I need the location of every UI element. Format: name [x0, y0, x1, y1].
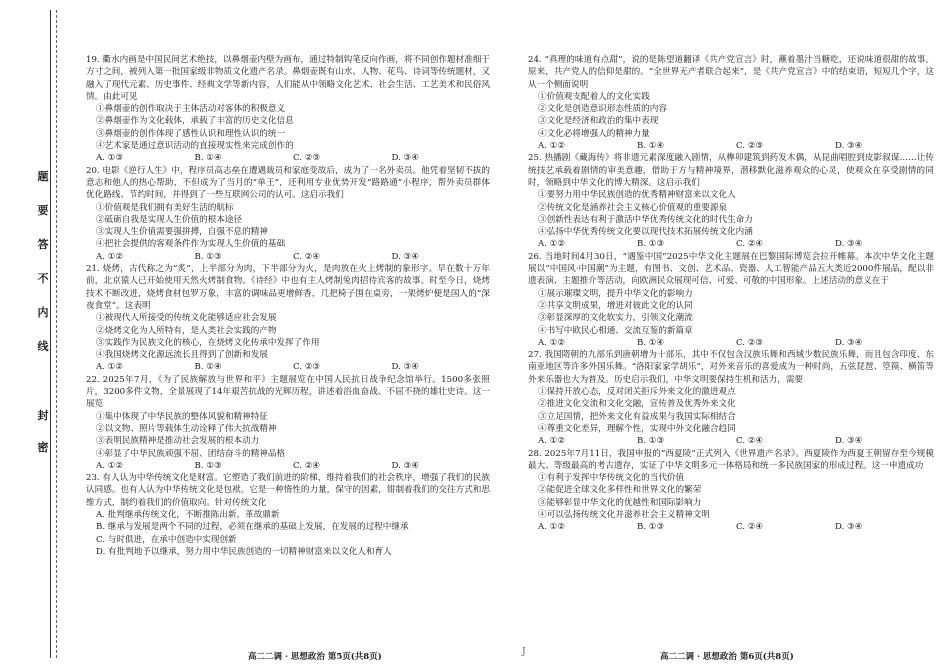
statement-option: ②文化是创造意识形态性质的内容: [538, 104, 667, 115]
answer-choice: A. ①②: [96, 251, 124, 262]
answer-choices: [528, 140, 934, 152]
answer-choice: B. ①④: [194, 153, 222, 164]
answer-choice: D. ③④: [391, 460, 419, 471]
binding-margin: [30, 10, 76, 658]
statement-option: ③彰显深厚的文化软实力，引领文化潮流: [538, 313, 693, 324]
question: [86, 263, 490, 374]
question-stem: 26. 当地时间4月30日，“遇鉴中国”2025中华文化主题展在巴黎国际博览会拉开帷幕。本次中华文化主题展以“中国风·中国潮”为主题，有图书、文创、艺术品、瓷器、人工智能产品五大类近2000件展品，配以非遗表演、主题推介等活动，向欧洲民众展现可信、可爱、可敬的中国形象。上述活动的意义在于: [528, 251, 934, 287]
answer-choice: C. ②④: [736, 436, 764, 447]
answer-choice: A. ①②: [538, 337, 566, 348]
answer-choice: A. ①②: [96, 362, 124, 373]
seal-char: 要: [37, 204, 49, 217]
answer-choice: D. ③④: [835, 337, 863, 348]
statement-option: ③立足国情，把外来文化有益成果与我国实际相结合: [538, 411, 736, 422]
statement-option: B. 继承与发展是两个不同的过程，必须在继承的基础上发展，在发展的过程中继承: [96, 522, 409, 533]
page-mark: J: [522, 647, 526, 657]
statement-option: ④把社会提供的客观条件作为实现人生价值的基础: [96, 239, 286, 250]
statement-option: ②鼻烟壶作为文化载体，承载了丰富的历史文化信息: [96, 116, 294, 127]
statement-option: ④彰显了中华民族顽强不屈、团结奋斗的精神品格: [96, 448, 286, 459]
answer-choice: D. ③④: [391, 251, 419, 262]
seal-char: 密: [37, 441, 49, 454]
statement-option: ①鼻烟壶的创作取决于主体活动对客体的积极意义: [96, 104, 286, 115]
seal-char: 封: [37, 409, 49, 422]
question-stem: 23. 有人认为中华传统文化是财富。它塑造了我们前进的阶梯，维持着我们的社会秩序，增强了我们的民族认同感。也有人认为中华传统文化是包袱。它是一种惰性的力量，保守的因素，钳制着我们的交往方式和思维方式，制约着我们的价值取向。针对传统文化: [86, 473, 490, 508]
answer-choices: [86, 460, 490, 472]
statement-option: ④我国烧烤文化源远流长且得到了创新和发展: [96, 350, 268, 361]
answer-choice: A. ①②: [538, 239, 566, 250]
statement-option: D. 有批判地予以继承，努力用中华民族创造的一切精神财富来以文化人和育人: [96, 546, 392, 557]
statement-option: ③能够彰显中华文化的优越性和国际影响力: [538, 497, 702, 508]
answer-choice: C. ②③: [736, 141, 764, 152]
answer-choices: [86, 361, 490, 373]
question: [528, 448, 934, 534]
statement-option: ②砥砺自我是实现人生价值的根本途径: [96, 214, 243, 225]
statement-option: ②共享文明成果，增进对彼此文化的认同: [538, 300, 693, 311]
statement-option: ③表明民族精神是推动社会发展的根本动力: [96, 436, 260, 447]
statement-option: ①保持开放心态，反对闭关拒斥外来文化的激进观点: [538, 387, 736, 398]
statement-option: ①有利于发挥中华传统文化的当代价值: [538, 473, 685, 484]
answer-choice: C. ②④: [736, 522, 764, 533]
answer-choice: B. ①③: [637, 239, 665, 250]
seal-char: 不: [37, 272, 49, 285]
statement-option: ④弘扬中华优秀传统文化要以现代技术拓展传统文化内涵: [538, 227, 753, 238]
question: [528, 349, 934, 447]
answer-choice: B. ①④: [637, 337, 665, 348]
statement-option: ①价值观支配着人的文化实践: [538, 91, 650, 102]
answer-choice: A. ①②: [538, 522, 566, 533]
answer-choice: B. ①④: [637, 141, 665, 152]
answer-choice: C. ②④: [293, 460, 321, 471]
answer-choices: [86, 152, 490, 164]
page-footer-right: 高二二调 · 思想政治 第6页(共8页): [660, 652, 794, 662]
statement-option: ①展示璀璨文明，提升中华文化的影响力: [538, 288, 693, 299]
seal-char: 题: [37, 170, 49, 183]
answer-choices: [86, 251, 490, 263]
answer-choice: C. ②④: [293, 251, 321, 262]
answer-choices: [528, 521, 934, 533]
statement-option: ④可以弘扬传统文化并滋养社会主义精神文明: [538, 509, 710, 520]
statement-option: ④文化必将增强人的精神力量: [538, 128, 650, 139]
question-stem: 20. 电影《逆行人生》中，程序员高志垒在遭遇裁员和家庭变故后，成为了一名外卖员。他凭着坚韧不拔的意志和他人的热心帮助，不但成为了当月的“单王”，还利用专业优势开发“路路通”小程序，帮外卖员群体优化路线、节约时间，并得到了一些互联网公司的认可。这启示我们: [86, 165, 490, 201]
answer-choice: A. ①③: [96, 153, 124, 164]
statement-option: ④艺术家是通过意识活动的直接现实性来完成创作的: [96, 141, 294, 152]
question: [86, 374, 490, 472]
question: [528, 54, 934, 152]
question-stem: 25. 热播剧《藏海传》将非遗元素深度融入剧情，从榫卯建筑到药发木偶，从昆曲唱腔到皮影叙谋……让传统技艺承载着剧情的审美意趣，借助于方与精神境界，潜移默化滋养观众的心灵，使观众在享受剧情的同时，领略到中华文化的博大精深。这启示我们: [528, 153, 934, 188]
answer-choice: A. ①②: [538, 436, 566, 447]
statement-option: ②以文物、照片等载体生动诠释了伟大抗战精神: [96, 423, 277, 434]
statement-option: ②传统文化是涵养社会主义核心价值观的重要源泉: [538, 202, 728, 213]
seal-notice-top: [36, 160, 50, 364]
statement-option: ②推进文化交流和文化交融，宣传普及优秀外来文化: [538, 399, 736, 410]
question-stem: 24. “真理的味道有点甜”，说的是陈望道翻译《共产党宣言》时，蘸着墨汁当糖吃，还说味道很甜的故事。原来，共产党人的信仰是甜的。“全世界无产者联合起来”，是《共产党宣言》中的结束语，短短几个字，这从一个侧面说明: [528, 55, 934, 90]
answer-choice: A. ①②: [96, 460, 124, 471]
statement-option: ①被现代人所接受的传统文化能够适应社会发展: [96, 313, 277, 324]
answer-choice: B. ①③: [194, 460, 222, 471]
seal-char: 答: [37, 238, 49, 251]
statement-option: ③实现人生价值需要强拼搏，自强不息的精神: [96, 227, 268, 238]
answer-choice: B. ①③: [637, 522, 665, 533]
statement-option: ④书写中欧民心相通、交流互鉴的新篇章: [538, 325, 693, 336]
answer-choice: C. ②③: [736, 337, 764, 348]
right-column: [528, 54, 934, 534]
answer-choices: [528, 238, 934, 250]
question: [528, 251, 934, 349]
binding-line: [50, 10, 51, 658]
statement-option: ①要努力用中华民族创造的优秀精神财富来以文化人: [538, 190, 736, 201]
left-column: [86, 54, 490, 558]
binding-dashed-line: [56, 10, 57, 658]
question-stem: 27. 我国隋朝的九部乐到唐朝增为十部乐，其中不仅包含汉族乐舞和西域少数民族乐舞，而且包含印度、东南亚地区等许多外国乐舞。“洛阳家家学胡乐”，对外来音乐的喜爱成为一种时尚，五弦琵琶、箜篌、横笛等外来乐器也大为普及。历史启示我们，中华文明要保持生机和活力，需要: [528, 350, 934, 385]
answer-choices: [528, 435, 934, 447]
seal-notice-bottom: [36, 400, 50, 464]
page-footer-left: 高二二调 · 思想政治 第5页(共8页): [248, 652, 382, 662]
statement-option: ③文化是经济和政治的集中表现: [538, 116, 659, 127]
answer-choice: D. ③④: [835, 436, 863, 447]
question-stem: 28. 2025年7月11日，我国申报的“西夏陵”正式列入《世界遗产名录》。西夏陵作为西夏王朝留存至今规模最大、等级最高的考古遗存，实证了中华文明多元一体格局和统一多民族国家的形成过程。这一申遗成功: [528, 448, 934, 471]
answer-choice: B. ①③: [637, 436, 665, 447]
answer-choice: B. ①④: [194, 362, 222, 373]
statement-option: ①集中体现了中华民族的整体风貌和精神特征: [96, 411, 268, 422]
answer-choice: D. ③④: [835, 141, 863, 152]
question: [86, 54, 490, 165]
answer-choice: A. ①②: [538, 141, 566, 152]
answer-choice: D. ③④: [835, 239, 863, 250]
seal-char: 内: [37, 306, 49, 319]
statement-option: ④尊重文化差异，理解个性，实现中外文化融合趋同: [538, 423, 736, 434]
answer-choice: C. ②④: [736, 239, 764, 250]
statement-option: ③实践作为民族文化的核心，在烧烤文化传承中发挥了作用: [96, 337, 320, 348]
question: [528, 152, 934, 250]
answer-choice: D. ③④: [391, 362, 419, 373]
statement-option: A. 批判继承传统文化，不断推陈出新，革故鼎新: [96, 509, 280, 520]
statement-option: C. 与时俱进，在承中创造中实现创新: [96, 534, 237, 545]
answer-choice: D. ③④: [391, 153, 419, 164]
seal-char: 线: [37, 340, 49, 353]
question-stem: 19. 衢水内画是中国民间艺术绝技，以鼻烟壶内壁为画布，通过特制钩笔反向作画，将不同创作题材准细于方寸之间，被列入第一批国家级非物质文化遗产名录。鼻烟壶既有山水、人物、花鸟、诗词等传统题材，又融入了现代元素、历史事件、经典文学等新内容，人们能从中领略文化艺术、社会生活、工艺美术和民俗风情。由此可见: [86, 55, 490, 102]
answer-choice: B. ①③: [194, 251, 222, 262]
answer-choice: C. ②③: [293, 153, 321, 164]
question-stem: 22. 2025年7月，《为了民族解放与世界和平》主题展览在中国人民抗日战争纪念馆举行。1500多张照片，3200多件文物，全景展现了14年艰苦抗战的光辉历程，讲述着浴血奋战、不屈不挠的雄壮史诗。这一展览: [86, 374, 490, 410]
question: [86, 165, 490, 263]
statement-option: ②能促进全球文化多样性和世界文化的繁荣: [538, 485, 702, 496]
question: [86, 472, 490, 558]
statement-option: ②烧烤文化为人所特有，是人类社会实践的产物: [96, 325, 277, 336]
answer-choices: [528, 337, 934, 349]
answer-choice: C. ②③: [293, 362, 321, 373]
answer-choice: D. ③④: [835, 522, 863, 533]
statement-option: ①价值观是我们拥有美好生活的航标: [96, 202, 234, 213]
statement-option: ③创新性表达有利于激活中华优秀传统文化的时代生命力: [538, 214, 753, 225]
question-stem: 21. 烧烤，古代称之为“炙”，上半部分为肉，下半部分为火，是肉放在火上烤制的象形字。早在数十万年前，北京猿人已开始使用天然火烤制食物。《诗经》中也有主人烤制兔肉招待宾客的故事。时至今日，烧烤技术不断改进，烧烤食材包罗万象，丰富的调味品更增鲜香，几把椅子围在桌旁，一架烤炉便是国人的“深夜食堂”。这表明: [86, 264, 490, 311]
statement-option: ③鼻烟壶的创作体现了感性认识和理性认识的统一: [96, 128, 286, 139]
